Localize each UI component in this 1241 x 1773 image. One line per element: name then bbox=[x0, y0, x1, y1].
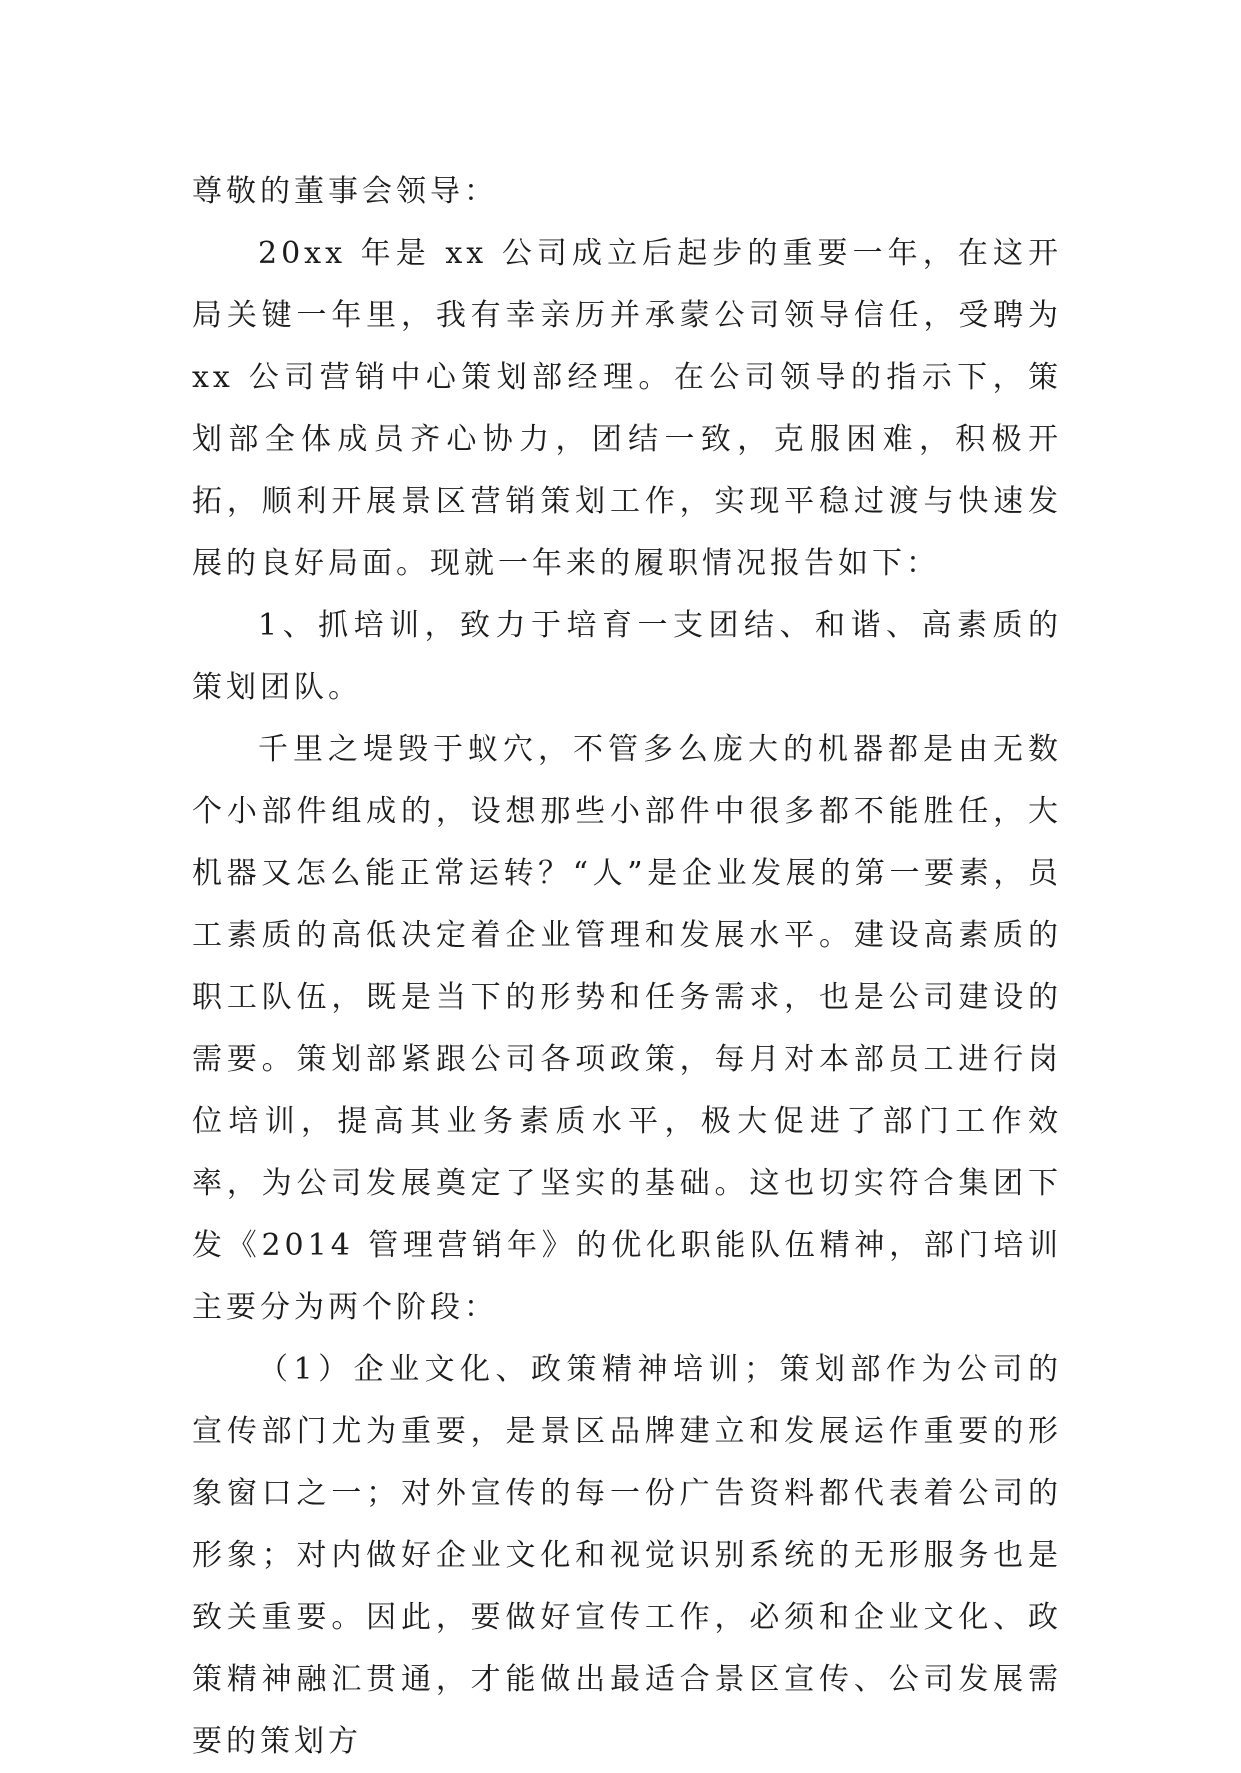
paragraph-section-heading-1: 1、抓培训，致力于培育一支团结、和谐、高素质的策划团队。 bbox=[192, 608, 1062, 705]
paragraph-training: 千里之堤毁于蚁穴，不管多么庞大的机器都是由无数个小部件组成的，设想那些小部件中很多都不能胜任，大机器又怎么能正常运转？“人”是企业发展的第一要素，员工素质的高低决定着企业管理和发展水平。建设高素质的职工队伍，既是当下的形势和任务需求，也是公司建设的需要。策划部紧跟公司各项政策，每月对本部员工进行岗位培训，提高其业务素质水平，极大促进了部门工作效率，为公司发展奠定了坚实的基础。这也切实符合集团下发《2014 管理营销年》的优化职能队伍精神，部门培训主要分为两个阶段： bbox=[192, 732, 1062, 1325]
salutation: 尊敬的董事会领导： bbox=[192, 174, 498, 209]
document-body bbox=[192, 161, 1062, 1773]
paragraph-opening: 20xx 年是 xx 公司成立后起步的重要一年，在这开局关键一年里，我有幸亲历并承蒙公司领导信任，受聘为 xx 公司营销中心策划部经理。在公司领导的指示下，策划部全体成员齐心协力，团结一致，克服困难，积极开拓，顺利开展景区营销策划工作，实现平稳过渡与快速发展的良好局面。现就一年来的履职情况报告如下： bbox=[192, 236, 1062, 581]
paragraph-culture-training: （1）企业文化、政策精神培训；策划部作为公司的宣传部门尤为重要，是景区品牌建立和发展运作重要的形象窗口之一；对外宣传的每一份广告资料都代表着公司的形象；对内做好企业文化和视觉识别系统的无形服务也是致关重要。因此，要做好宣传工作，必须和企业文化、政策精神融汇贯通，才能做出最适合景区宣传、公司发展需要的策划方 bbox=[192, 1352, 1062, 1759]
